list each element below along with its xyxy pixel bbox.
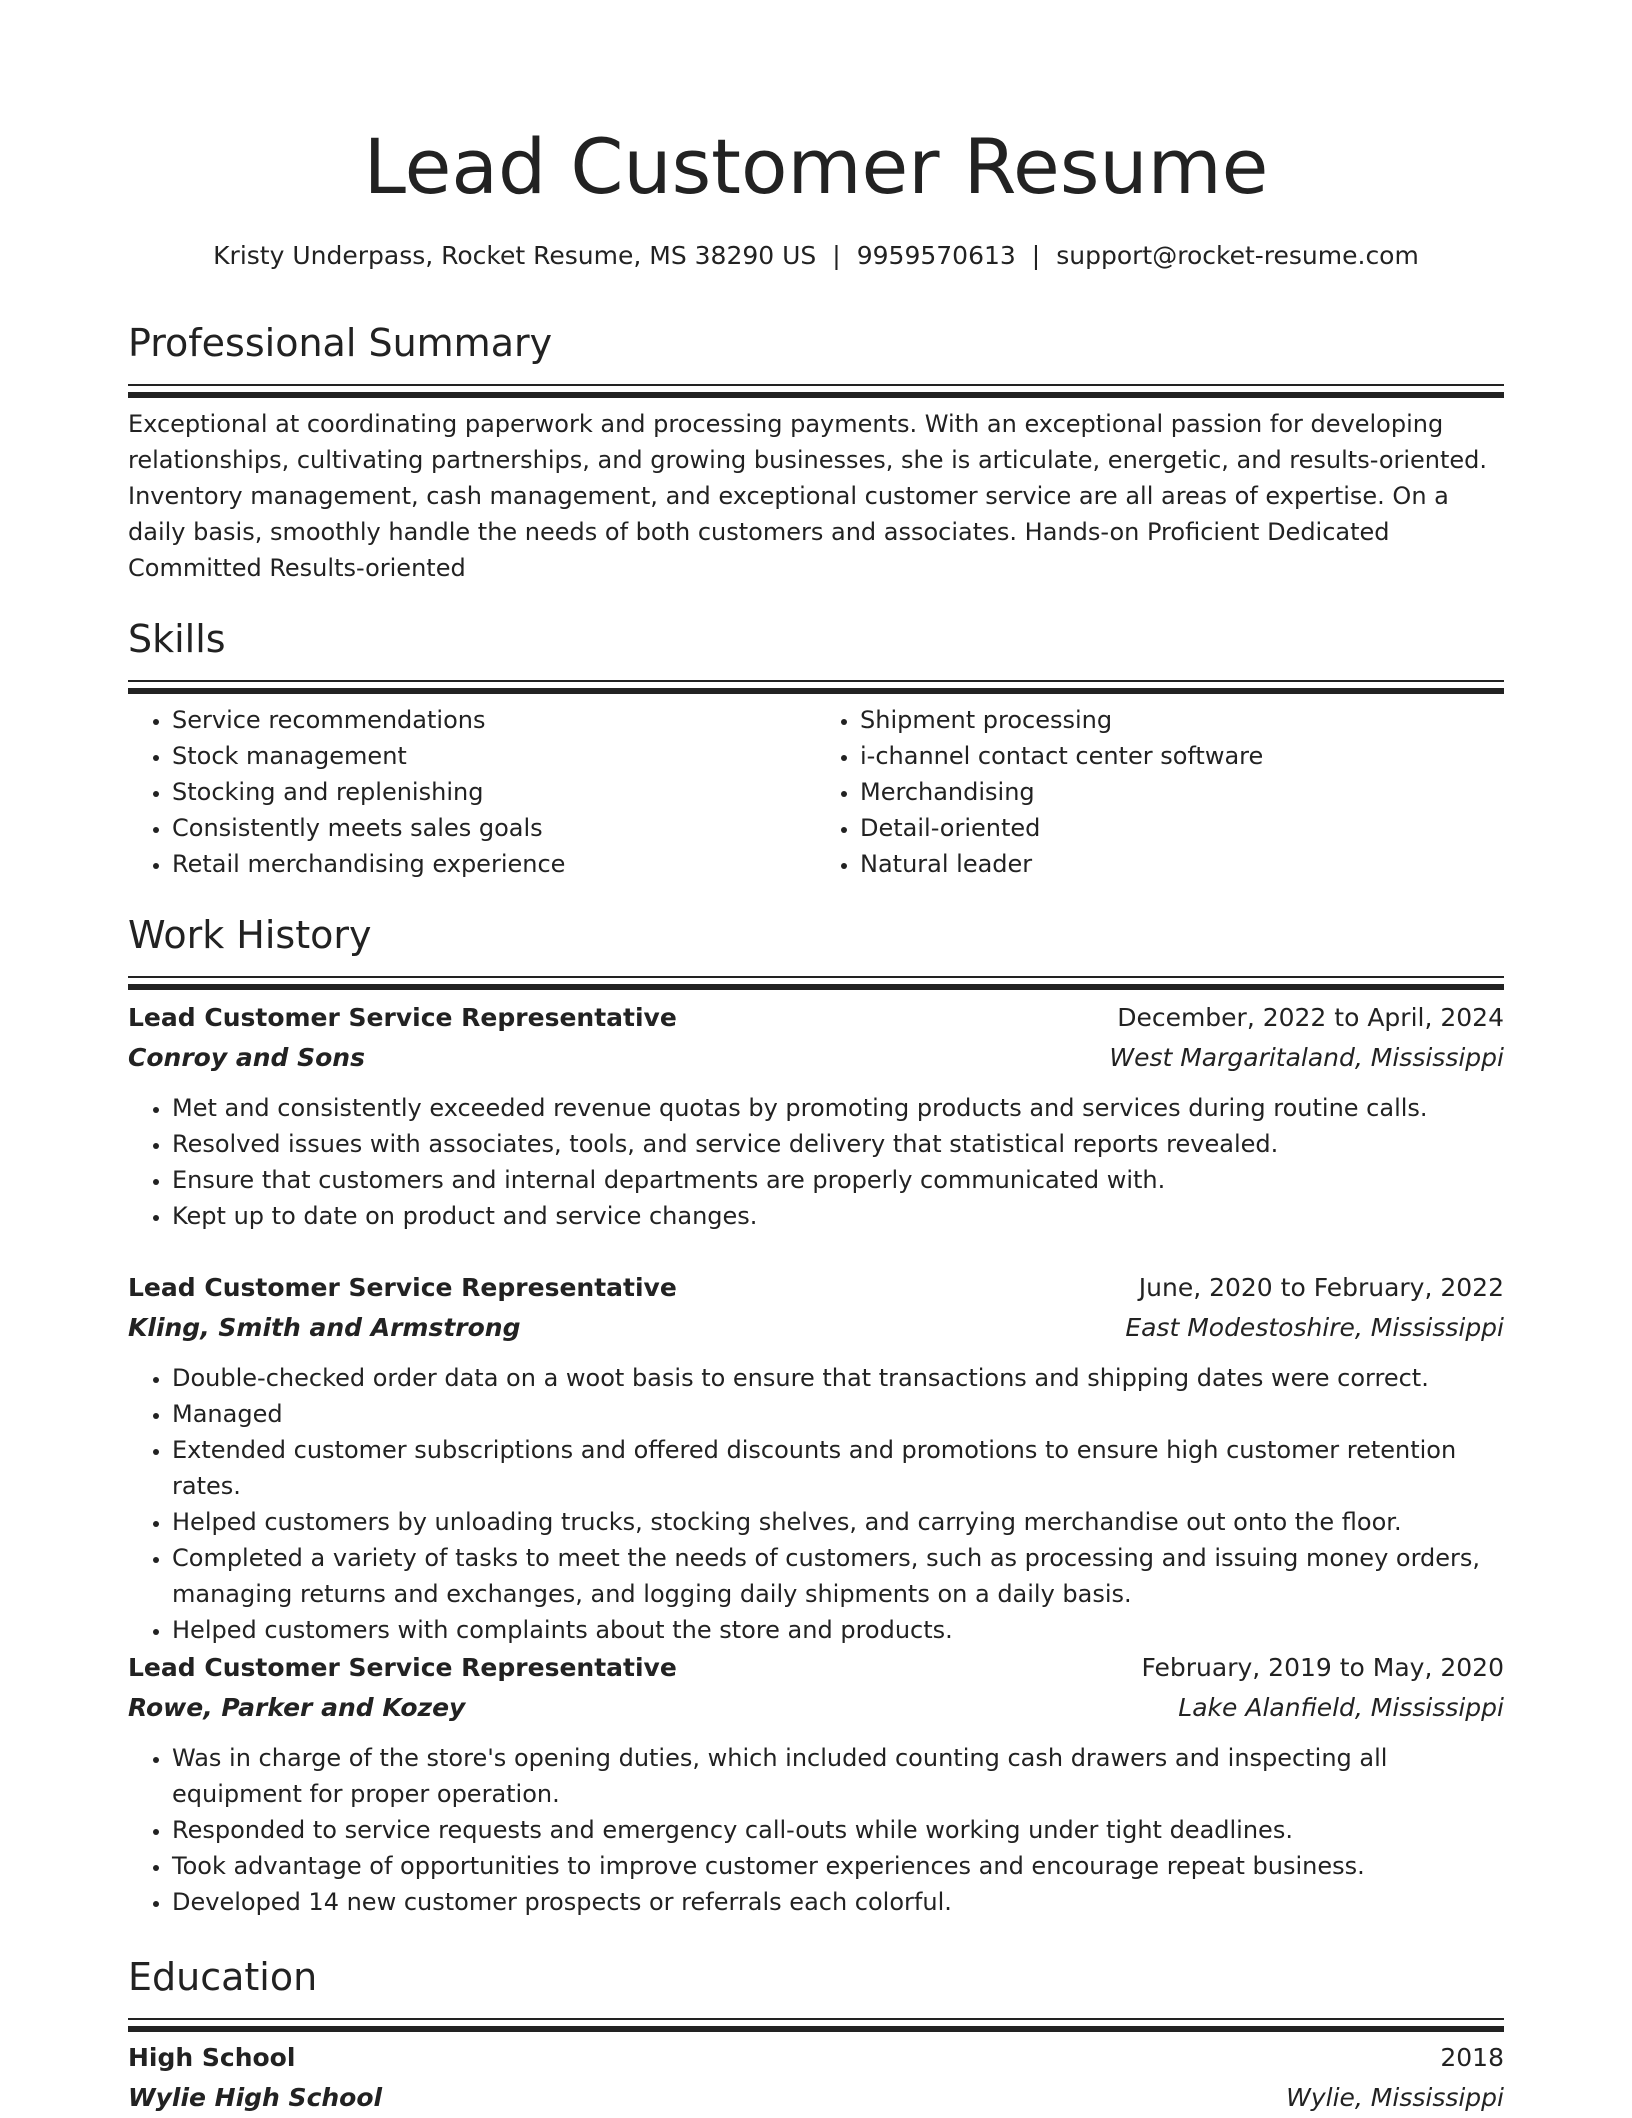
skills-section-header: [128, 614, 1504, 694]
job-bullet: • Developed 14 new customer prospects or referrals each colorful.: [172, 1884, 1504, 1920]
job-company: Rowe, Parker and Kozey: [128, 1693, 466, 1722]
job-title: Lead Customer Service Representative: [128, 1003, 677, 1032]
job-company: Conroy and Sons: [128, 1043, 365, 1072]
contact-separator: |: [1031, 241, 1041, 270]
skill-item: • Shipment processing: [860, 702, 1504, 738]
section-divider: [128, 384, 1504, 386]
job-location: West Margaritaland, Mississippi: [1109, 1043, 1504, 1072]
section-divider: [128, 976, 1504, 978]
job-bullets: [128, 1090, 1504, 1234]
job-bullet: • Responded to service requests and emergency call-outs while working under tight deadlines.: [172, 1812, 1504, 1848]
job-bullets: [128, 1360, 1504, 1648]
contact-address: Kristy Underpass, Rocket Resume, MS 38290 US: [213, 241, 817, 270]
section-divider: [128, 2018, 1504, 2020]
section-divider: [128, 688, 1504, 694]
skill-item: • Service recommendations: [172, 702, 816, 738]
job-bullet: • Double-checked order data on a woot basis to ensure that transactions and shipping dates were correct.: [172, 1360, 1504, 1396]
skill-item: • Retail merchandising experience: [172, 846, 816, 882]
job-bullet: • Helped customers with complaints about the store and products.: [172, 1612, 1504, 1648]
skill-item: • Consistently meets sales goals: [172, 810, 816, 846]
section-title-work: Work History: [128, 913, 372, 957]
resume-title: Lead Customer Resume: [363, 122, 1269, 211]
job-location: Lake Alanfield, Mississippi: [1178, 1693, 1504, 1722]
job-bullet: • Resolved issues with associates, tools, and service delivery that statistical reports revealed.: [172, 1126, 1504, 1162]
job-bullet: • Extended customer subscriptions and offered discounts and promotions to ensure high customer retention rates.: [172, 1432, 1504, 1504]
job-bullet: • Met and consistently exceeded revenue quotas by promoting products and services during routine calls.: [172, 1090, 1504, 1126]
skill-item: • Merchandising: [860, 774, 1504, 810]
section-title-skills: Skills: [128, 617, 226, 661]
job-bullet: • Ensure that customers and internal departments are properly communicated with.: [172, 1162, 1504, 1198]
section-divider: [128, 680, 1504, 682]
education-school: Wylie High School: [128, 2083, 383, 2112]
skill-item: • Natural leader: [860, 846, 1504, 882]
skill-item: • Stock management: [172, 738, 816, 774]
skill-item: • i-channel contact center software: [860, 738, 1504, 774]
skill-item: • Stocking and replenishing: [172, 774, 816, 810]
section-divider: [128, 2026, 1504, 2032]
contact-phone: 9959570613: [856, 241, 1016, 270]
work-section-header: [128, 910, 1504, 990]
job-entry: [128, 998, 1504, 1234]
job-entry: [128, 1268, 1504, 1648]
job-entry: [128, 1648, 1504, 1920]
summary-text: Exceptional at coordinating paperwork and processing payments. With an exceptional passion for developing relationships, cultivating partnerships, and growing businesses, she is articulate, energetic, and results-oriented. Inventory management, cash management, and exceptional customer service are all areas of expertise. On a daily basis, smoothly handle the needs of both customers and associates. Hands-on Proficient Dedicated Committed Results-oriented: [128, 410, 1488, 582]
job-bullet: • Was in charge of the store's opening duties, which included counting cash drawers and inspecting all equipment for proper operation.: [172, 1740, 1504, 1812]
contact-separator: |: [832, 241, 841, 270]
job-bullet: • Helped customers by unloading trucks, stocking shelves, and carrying merchandise out onto the floor.: [172, 1504, 1504, 1540]
job-dates: December, 2022 to April, 2024: [1117, 1003, 1504, 1032]
contact-line: [128, 238, 1504, 274]
job-location: East Modestoshire, Mississippi: [1125, 1313, 1504, 1342]
education-entry: [128, 2038, 1504, 2118]
job-dates: February, 2019 to May, 2020: [1141, 1653, 1504, 1682]
job-title: Lead Customer Service Representative: [128, 1273, 677, 1302]
job-bullet: • Took advantage of opportunities to improve customer experiences and encourage repeat business.: [172, 1848, 1504, 1884]
job-bullet: • Managed: [172, 1396, 1504, 1432]
education-year: 2018: [1440, 2043, 1504, 2072]
education-degree: High School: [128, 2043, 296, 2072]
skills-column-right: [816, 702, 1504, 882]
job-company: Kling, Smith and Armstrong: [128, 1313, 521, 1342]
contact-email: support@rocket-resume.com: [1056, 241, 1419, 270]
section-divider: [128, 392, 1504, 398]
skill-item: • Detail-oriented: [860, 810, 1504, 846]
job-bullets: [128, 1740, 1504, 1920]
skills-list: [128, 702, 1504, 882]
job-bullet: • Kept up to date on product and service changes.: [172, 1198, 1504, 1234]
section-divider: [128, 984, 1504, 990]
job-bullet: • Completed a variety of tasks to meet the needs of customers, such as processing and issuing money orders, managing returns and exchanges, and logging daily shipments on a daily basis.: [172, 1540, 1504, 1612]
job-dates: June, 2020 to February, 2022: [1138, 1273, 1504, 1302]
job-title: Lead Customer Service Representative: [128, 1653, 677, 1682]
education-location: Wylie, Mississippi: [1286, 2083, 1504, 2112]
education-section-header: [128, 1952, 1504, 2032]
summary-section-header: [128, 318, 1504, 398]
section-title-summary: Professional Summary: [128, 321, 553, 365]
skills-column-left: [128, 702, 816, 882]
section-title-education: Education: [128, 1955, 318, 1999]
